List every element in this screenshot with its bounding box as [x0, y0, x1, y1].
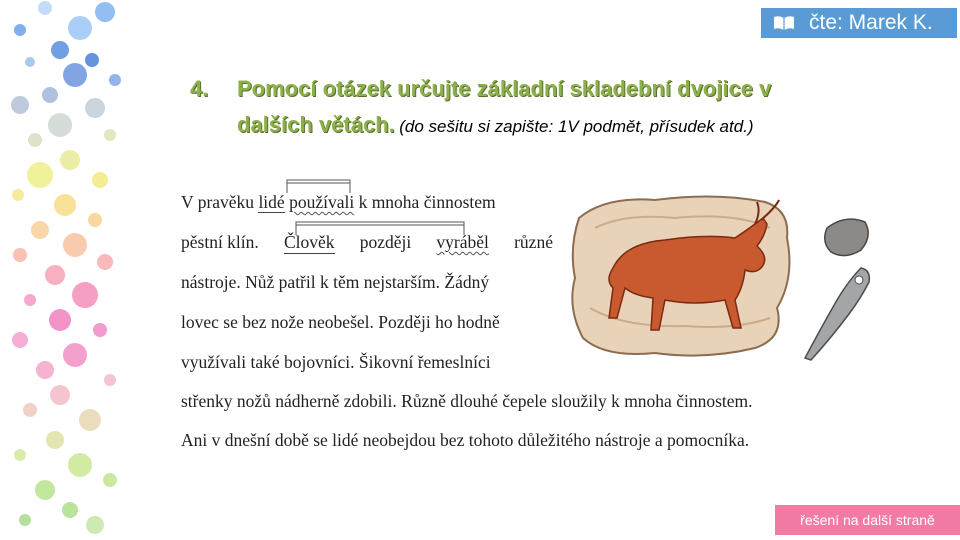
text-line-5: využívali také bojovníci. Šikovní řemeslníci — [181, 352, 491, 372]
text-line-1 — [181, 192, 496, 213]
task-number: 4. — [190, 76, 209, 101]
predicate-word: vyráběl — [436, 232, 489, 252]
task-title-line1: Pomocí otázek určujte základní skladební dvojice v — [237, 76, 772, 101]
text-fragment: později — [359, 232, 412, 252]
text-fragment: různé — [514, 232, 553, 252]
task-title-line2-wrap — [237, 112, 754, 138]
task-title-line2: dalších větách. — [237, 112, 395, 137]
text-line-7: Ani v dnešní době se lidé neobejdou bez tohoto důležitého nástroje a pomocníka. — [181, 430, 750, 450]
task-hint: (do sešitu si zapište: 1V podmět, přísudek atd.) — [399, 117, 754, 136]
text-line-3: nástroje. Nůž patřil k těm nejstarším. Žádný — [181, 272, 490, 292]
pair-bracket-1 — [280, 176, 370, 194]
subject-word: Člověk — [283, 232, 335, 252]
subject-word: lidé — [258, 192, 285, 212]
text-line-6: střenky nožů nádherně zdobili. Různě dlouhé čepele sloužily k mnoha činnostem. — [181, 391, 753, 411]
solution-next-slide-button[interactable]: řešení na další straně — [775, 505, 960, 535]
text-line-4: lovec se bez nože neobešel. Později ho hodně — [181, 312, 500, 332]
cave-painting-illustration — [565, 188, 885, 368]
book-icon — [773, 15, 795, 31]
pair-bracket-2 — [288, 218, 478, 236]
reader-badge — [761, 8, 957, 38]
decorative-bubbles — [0, 0, 140, 540]
reader-label: čte: Marek K. — [809, 11, 933, 34]
predicate-word: používali — [289, 192, 355, 212]
text-fragment: V pravěku — [181, 192, 259, 212]
text-fragment: k mnoha činnostem — [354, 192, 496, 212]
text-fragment: pěstní klín. — [181, 232, 259, 252]
